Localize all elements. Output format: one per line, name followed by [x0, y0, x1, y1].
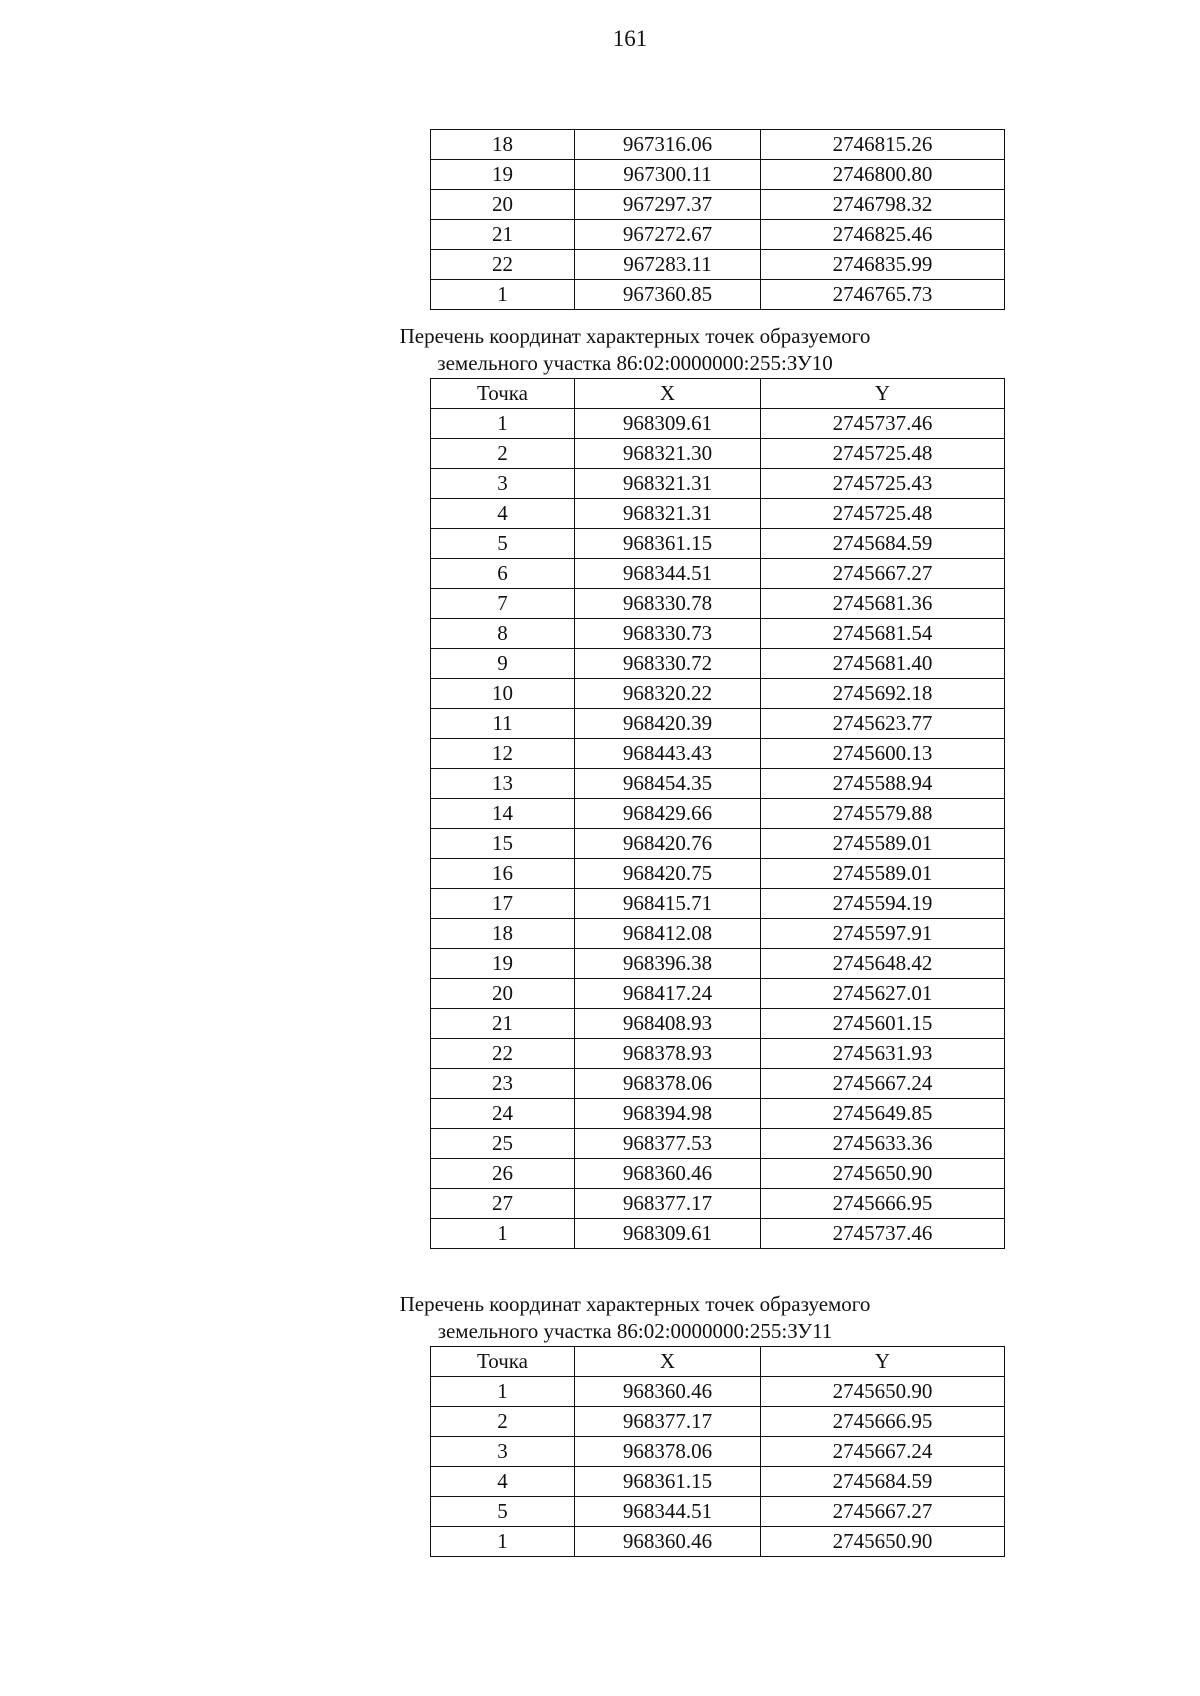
- x-coordinate-cell: 968408.93: [575, 1009, 761, 1039]
- y-coordinate-cell: 2746798.32: [761, 190, 1005, 220]
- y-coordinate-cell: 2746835.99: [761, 250, 1005, 280]
- point-number-cell: 16: [431, 859, 575, 889]
- section-caption-zu11: [0, 1291, 1200, 1345]
- point-number-cell: 23: [431, 1069, 575, 1099]
- table-row: [431, 1467, 1005, 1497]
- caption-line: земельного участка 86:02:0000000:255:ЗУ10: [437, 351, 833, 375]
- x-coordinate-cell: 967300.11: [575, 160, 761, 190]
- column-header-x: X: [575, 1347, 761, 1377]
- point-number-cell: 10: [431, 679, 575, 709]
- point-number-cell: 21: [431, 220, 575, 250]
- table-row: [431, 559, 1005, 589]
- x-coordinate-cell: 968378.06: [575, 1069, 761, 1099]
- point-number-cell: 21: [431, 1009, 575, 1039]
- x-coordinate-cell: 967272.67: [575, 220, 761, 250]
- x-coordinate-cell: 968378.93: [575, 1039, 761, 1069]
- table-row: [431, 220, 1005, 250]
- y-coordinate-cell: 2745684.59: [761, 529, 1005, 559]
- point-number-cell: 26: [431, 1159, 575, 1189]
- y-coordinate-cell: 2745650.90: [761, 1377, 1005, 1407]
- coordinates-table-zu10: [430, 378, 1005, 1249]
- y-coordinate-cell: 2745681.54: [761, 619, 1005, 649]
- y-coordinate-cell: 2746800.80: [761, 160, 1005, 190]
- x-coordinate-cell: 968378.06: [575, 1437, 761, 1467]
- y-coordinate-cell: 2746825.46: [761, 220, 1005, 250]
- point-number-cell: 20: [431, 979, 575, 1009]
- y-coordinate-cell: 2745588.94: [761, 769, 1005, 799]
- x-coordinate-cell: 968360.46: [575, 1377, 761, 1407]
- x-coordinate-cell: 968309.61: [575, 409, 761, 439]
- point-number-cell: 4: [431, 499, 575, 529]
- x-coordinate-cell: 968454.35: [575, 769, 761, 799]
- point-number-cell: 2: [431, 439, 575, 469]
- y-coordinate-cell: 2745737.46: [761, 409, 1005, 439]
- point-number-cell: 22: [431, 250, 575, 280]
- table-row: [431, 280, 1005, 310]
- x-coordinate-cell: 968420.76: [575, 829, 761, 859]
- x-coordinate-cell: 968443.43: [575, 739, 761, 769]
- point-number-cell: 7: [431, 589, 575, 619]
- x-coordinate-cell: 968420.75: [575, 859, 761, 889]
- x-coordinate-cell: 968415.71: [575, 889, 761, 919]
- table-row: [431, 1437, 1005, 1467]
- x-coordinate-cell: 968321.31: [575, 469, 761, 499]
- table-row: [431, 979, 1005, 1009]
- table-row: [431, 1527, 1005, 1557]
- table-row: [431, 649, 1005, 679]
- column-header-point: Точка: [431, 379, 575, 409]
- point-number-cell: 13: [431, 769, 575, 799]
- y-coordinate-cell: 2746815.26: [761, 130, 1005, 160]
- point-number-cell: 9: [431, 649, 575, 679]
- table-header-row: [431, 1347, 1005, 1377]
- table-row: [431, 529, 1005, 559]
- y-coordinate-cell: 2745649.85: [761, 1099, 1005, 1129]
- table-row: [431, 679, 1005, 709]
- x-coordinate-cell: 968394.98: [575, 1099, 761, 1129]
- x-coordinate-cell: 968412.08: [575, 919, 761, 949]
- table-row: [431, 1377, 1005, 1407]
- table-row: [431, 859, 1005, 889]
- table-row: [431, 1129, 1005, 1159]
- point-number-cell: 27: [431, 1189, 575, 1219]
- point-number-cell: 20: [431, 190, 575, 220]
- table-row: [431, 919, 1005, 949]
- coordinates-table-continued: [430, 129, 1005, 310]
- table-row: [431, 1189, 1005, 1219]
- point-number-cell: 12: [431, 739, 575, 769]
- y-coordinate-cell: 2745601.15: [761, 1009, 1005, 1039]
- y-coordinate-cell: 2745633.36: [761, 1129, 1005, 1159]
- y-coordinate-cell: 2745667.24: [761, 1069, 1005, 1099]
- point-number-cell: 14: [431, 799, 575, 829]
- table-row: [431, 1039, 1005, 1069]
- y-coordinate-cell: 2745600.13: [761, 739, 1005, 769]
- coordinates-table-zu11: [430, 1346, 1005, 1557]
- point-number-cell: 17: [431, 889, 575, 919]
- table-row: [431, 1159, 1005, 1189]
- y-coordinate-cell: 2745650.90: [761, 1159, 1005, 1189]
- y-coordinate-cell: 2745623.77: [761, 709, 1005, 739]
- table-row: [431, 409, 1005, 439]
- x-coordinate-cell: 968396.38: [575, 949, 761, 979]
- point-number-cell: 24: [431, 1099, 575, 1129]
- caption-line: земельного участка 86:02:0000000:255:ЗУ11: [437, 1319, 833, 1343]
- table-row: [431, 1497, 1005, 1527]
- table-row: [431, 619, 1005, 649]
- page-number: 161: [612, 26, 648, 51]
- table-row: [431, 1099, 1005, 1129]
- x-coordinate-cell: 967297.37: [575, 190, 761, 220]
- x-coordinate-cell: 968377.53: [575, 1129, 761, 1159]
- y-coordinate-cell: 2745666.95: [761, 1189, 1005, 1219]
- y-coordinate-cell: 2745692.18: [761, 679, 1005, 709]
- y-coordinate-cell: 2745666.95: [761, 1407, 1005, 1437]
- point-number-cell: 8: [431, 619, 575, 649]
- table-row: [431, 499, 1005, 529]
- y-coordinate-cell: 2745684.59: [761, 1467, 1005, 1497]
- table-row: [431, 1069, 1005, 1099]
- y-coordinate-cell: 2745725.48: [761, 439, 1005, 469]
- y-coordinate-cell: 2745737.46: [761, 1219, 1005, 1249]
- x-coordinate-cell: 968429.66: [575, 799, 761, 829]
- x-coordinate-cell: 967283.11: [575, 250, 761, 280]
- x-coordinate-cell: 968361.15: [575, 1467, 761, 1497]
- table-row: [431, 709, 1005, 739]
- x-coordinate-cell: 967316.06: [575, 130, 761, 160]
- x-coordinate-cell: 968330.72: [575, 649, 761, 679]
- table-row: [431, 130, 1005, 160]
- point-number-cell: 4: [431, 1467, 575, 1497]
- x-coordinate-cell: 968360.46: [575, 1159, 761, 1189]
- point-number-cell: 18: [431, 130, 575, 160]
- y-coordinate-cell: 2745589.01: [761, 859, 1005, 889]
- point-number-cell: 6: [431, 559, 575, 589]
- y-coordinate-cell: 2745667.24: [761, 1437, 1005, 1467]
- y-coordinate-cell: 2745589.01: [761, 829, 1005, 859]
- x-coordinate-cell: 968361.15: [575, 529, 761, 559]
- x-coordinate-cell: 968330.73: [575, 619, 761, 649]
- x-coordinate-cell: 968309.61: [575, 1219, 761, 1249]
- y-coordinate-cell: 2745725.48: [761, 499, 1005, 529]
- table-row: [431, 1009, 1005, 1039]
- point-number-cell: 15: [431, 829, 575, 859]
- point-number-cell: 19: [431, 949, 575, 979]
- column-header-point: Точка: [431, 1347, 575, 1377]
- caption-line: Перечень координат характерных точек образуемого: [399, 1292, 871, 1316]
- point-number-cell: 1: [431, 1219, 575, 1249]
- point-number-cell: 5: [431, 1497, 575, 1527]
- column-header-x: X: [575, 379, 761, 409]
- table-row: [431, 469, 1005, 499]
- point-number-cell: 1: [431, 1377, 575, 1407]
- y-coordinate-cell: 2745579.88: [761, 799, 1005, 829]
- section-caption-zu10: [0, 323, 1200, 377]
- y-coordinate-cell: 2745627.01: [761, 979, 1005, 1009]
- table-row: [431, 889, 1005, 919]
- x-coordinate-cell: 968377.17: [575, 1189, 761, 1219]
- x-coordinate-cell: 968377.17: [575, 1407, 761, 1437]
- y-coordinate-cell: 2746765.73: [761, 280, 1005, 310]
- table-row: [431, 589, 1005, 619]
- x-coordinate-cell: 968321.30: [575, 439, 761, 469]
- x-coordinate-cell: 968330.78: [575, 589, 761, 619]
- point-number-cell: 1: [431, 1527, 575, 1557]
- table-row: [431, 769, 1005, 799]
- column-header-y: Y: [761, 379, 1005, 409]
- table-row: [431, 160, 1005, 190]
- y-coordinate-cell: 2745681.36: [761, 589, 1005, 619]
- table-row: [431, 439, 1005, 469]
- x-coordinate-cell: 968420.39: [575, 709, 761, 739]
- table-row: [431, 739, 1005, 769]
- table-header-row: [431, 379, 1005, 409]
- point-number-cell: 25: [431, 1129, 575, 1159]
- table-row: [431, 190, 1005, 220]
- caption-line: Перечень координат характерных точек образуемого: [399, 324, 871, 348]
- column-header-y: Y: [761, 1347, 1005, 1377]
- point-number-cell: 19: [431, 160, 575, 190]
- point-number-cell: 1: [431, 409, 575, 439]
- y-coordinate-cell: 2745725.43: [761, 469, 1005, 499]
- x-coordinate-cell: 968321.31: [575, 499, 761, 529]
- table-row: [431, 1219, 1005, 1249]
- point-number-cell: 22: [431, 1039, 575, 1069]
- y-coordinate-cell: 2745594.19: [761, 889, 1005, 919]
- x-coordinate-cell: 968417.24: [575, 979, 761, 1009]
- x-coordinate-cell: 968360.46: [575, 1527, 761, 1557]
- y-coordinate-cell: 2745597.91: [761, 919, 1005, 949]
- y-coordinate-cell: 2745667.27: [761, 1497, 1005, 1527]
- x-coordinate-cell: 968344.51: [575, 559, 761, 589]
- table-row: [431, 250, 1005, 280]
- y-coordinate-cell: 2745631.93: [761, 1039, 1005, 1069]
- point-number-cell: 3: [431, 1437, 575, 1467]
- point-number-cell: 18: [431, 919, 575, 949]
- y-coordinate-cell: 2745648.42: [761, 949, 1005, 979]
- table-row: [431, 1407, 1005, 1437]
- point-number-cell: 5: [431, 529, 575, 559]
- y-coordinate-cell: 2745681.40: [761, 649, 1005, 679]
- x-coordinate-cell: 968320.22: [575, 679, 761, 709]
- y-coordinate-cell: 2745650.90: [761, 1527, 1005, 1557]
- point-number-cell: 11: [431, 709, 575, 739]
- point-number-cell: 1: [431, 280, 575, 310]
- table-row: [431, 949, 1005, 979]
- table-row: [431, 799, 1005, 829]
- point-number-cell: 2: [431, 1407, 575, 1437]
- y-coordinate-cell: 2745667.27: [761, 559, 1005, 589]
- x-coordinate-cell: 967360.85: [575, 280, 761, 310]
- x-coordinate-cell: 968344.51: [575, 1497, 761, 1527]
- table-row: [431, 829, 1005, 859]
- point-number-cell: 3: [431, 469, 575, 499]
